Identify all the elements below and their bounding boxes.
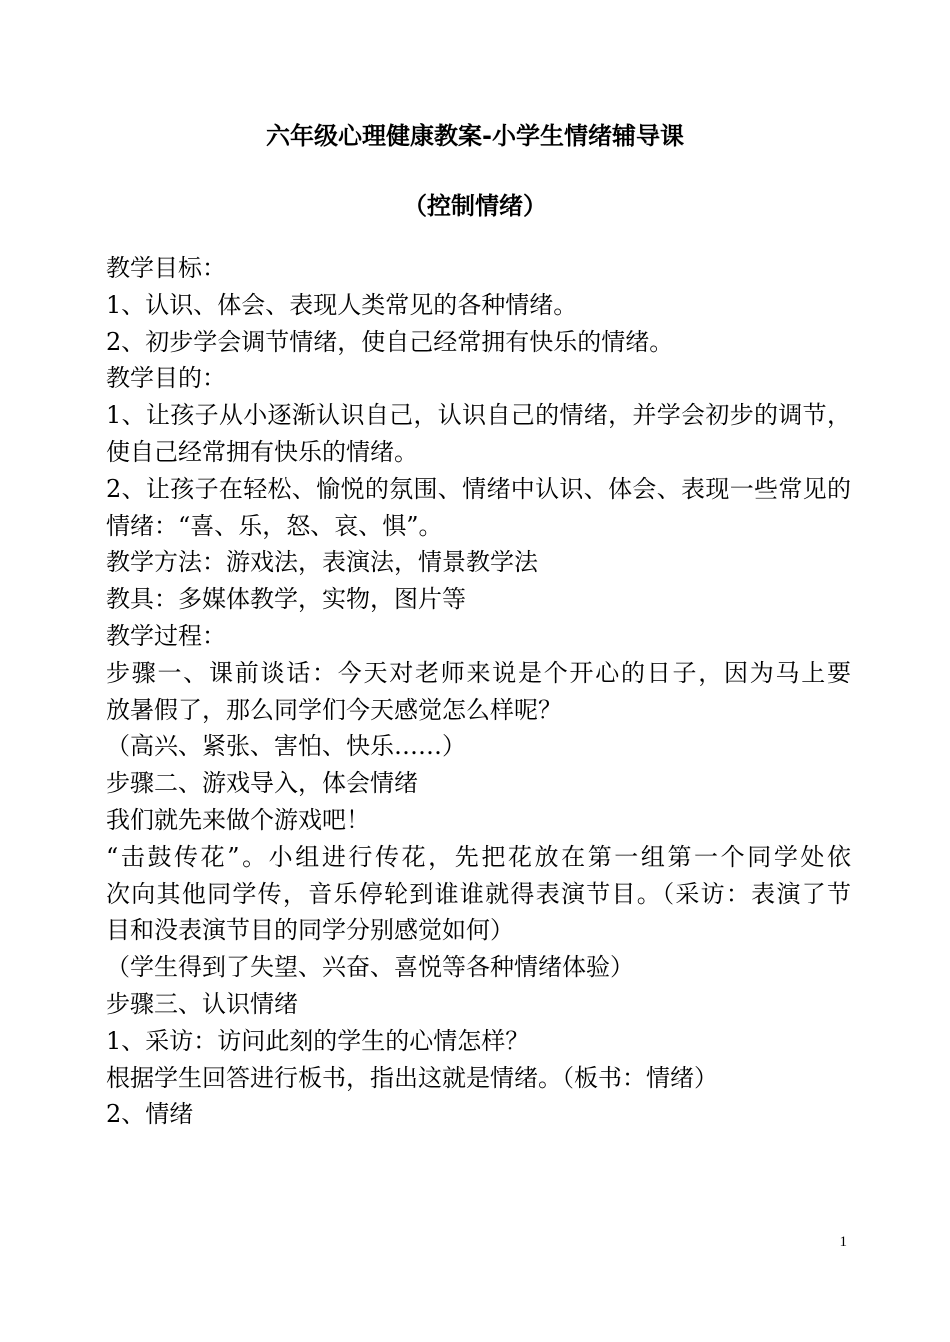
- body-line: （学生得到了失望、兴奋、喜悦等各种情绪体验）: [106, 953, 634, 982]
- body-line: 步骤一、课前谈话：今天对老师来说是个开心的日子，因为马上要: [106, 658, 851, 687]
- body-line: “击鼓传花”。小组进行传花，先把花放在第一组第一个同学处依: [106, 842, 851, 871]
- body-line: 教学目的：: [106, 364, 226, 393]
- body-line: 2、初步学会调节情绪，使自己经常拥有快乐的情绪。: [106, 327, 674, 356]
- body-line: 放暑假了，那么同学们今天感觉怎么样呢？: [106, 695, 562, 724]
- body-line: 教具：多媒体教学，实物，图片等: [106, 585, 466, 614]
- body-line: 情绪：“喜、乐，怒、哀、惧”。: [106, 511, 443, 540]
- body-line: 教学过程：: [106, 621, 226, 650]
- body-line: 我们就先来做个游戏吧！: [106, 805, 370, 834]
- body-line: 2、情绪: [106, 1100, 194, 1129]
- document-body: [106, 250, 851, 1133]
- body-line: 使自己经常拥有快乐的情绪。: [106, 437, 418, 466]
- document-title: 六年级心理健康教案-小学生情绪辅导课: [266, 122, 684, 150]
- page-number: 1: [839, 1234, 847, 1250]
- body-line: 1、让孩子从小逐渐认识自己，认识自己的情绪，并学会初步的调节，: [106, 401, 851, 430]
- body-line: 2、让孩子在轻松、愉悦的氛围、情绪中认识、体会、表现一些常见的: [106, 474, 851, 503]
- body-line: 目和没表演节目的同学分别感觉如何）: [106, 916, 514, 945]
- body-line: 步骤二、游戏导入，体会情绪: [106, 769, 418, 798]
- body-line: 教学方法：游戏法，表演法，情景教学法: [106, 548, 538, 577]
- body-line: 1、认识、体会、表现人类常见的各种情绪。: [106, 290, 578, 319]
- body-line: 次向其他同学传，音乐停轮到谁谁就得表演节目。（采访：表演了节: [106, 879, 851, 908]
- body-line: 步骤三、认识情绪: [106, 989, 298, 1018]
- body-line: 教学目标：: [106, 254, 226, 282]
- body-line: 1、采访：访问此刻的学生的心情怎样？: [106, 1026, 530, 1055]
- body-line: 根据学生回答进行板书，指出这就是情绪。（板书：情绪）: [106, 1063, 718, 1092]
- document-subtitle: （控制情绪）: [403, 192, 547, 220]
- body-line: （高兴、紧张、害怕、快乐……）: [106, 732, 466, 761]
